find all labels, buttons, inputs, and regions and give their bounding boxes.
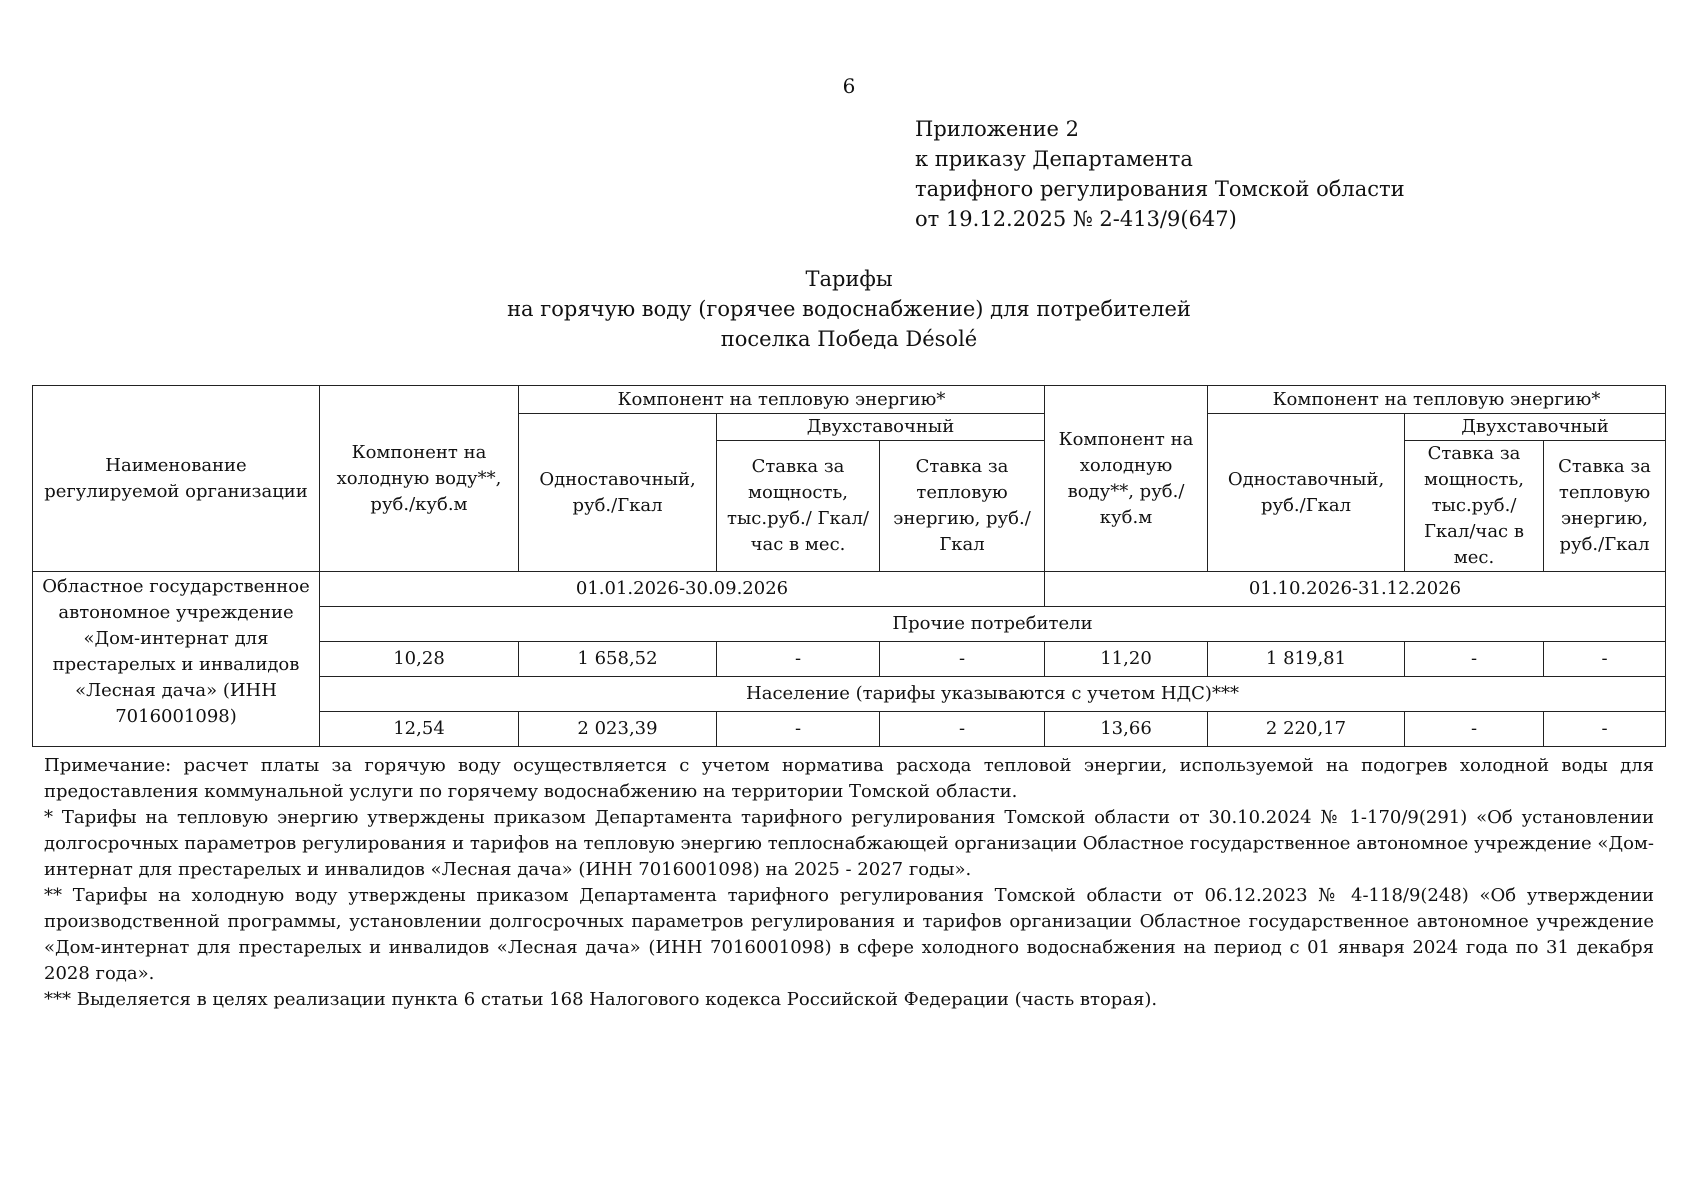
cell-energy-rate: - <box>1544 712 1666 747</box>
header-capacity-rate: Ставка за мощность, тыс.руб./ Гкал/час в мес. <box>717 441 880 572</box>
appendix-header <box>915 114 1405 234</box>
footnote-heat: * Тарифы на тепловую энергию утверждены приказом Департамента тарифного регулирования Томской области от 30.10.2024 № 1-170/9(291) «Об установлении долгосрочных параметров регулирования и тарифов на тепловую энергию теплоснабжающей организации Областное государственное автономное учреждение «Дом-интернат для престарелых и инвалидов «Лесная дача» (ИНН 7016001098) на 2025 - 2027 годы». <box>44 807 1654 880</box>
cell-capacity-rate: - <box>1405 642 1544 677</box>
cell-energy-rate: - <box>880 642 1045 677</box>
cell-single-rate: 2 220,17 <box>1208 712 1405 747</box>
cell-single-rate: 1 819,81 <box>1208 642 1405 677</box>
group-population: Население (тарифы указываются с учетом НДС)*** <box>320 677 1666 712</box>
header-energy-rate: Ставка за тепловую энергию, руб./Гкал <box>880 441 1045 572</box>
header-row <box>33 386 1666 414</box>
header-org-name: Наименование регулируемой организации <box>33 386 320 572</box>
appendix-line: к приказу Департамента <box>915 147 1193 171</box>
header-single-rate: Одноставочный, руб./Гкал <box>519 414 717 572</box>
header-energy-rate: Ставка за тепловую энергию, руб./Гкал <box>1544 441 1666 572</box>
appendix-line: от 19.12.2025 № 2-413/9(647) <box>915 207 1237 231</box>
footnote-cold-water: ** Тарифы на холодную воду утверждены приказом Департамента тарифного регулирования Томской области от 06.12.2023 № 4-118/9(248) «Об утверждении производственной программы, установлении долгосрочных параметров регулирования и тарифов организации Областное государственное автономное учреждение «Дом-интернат для престарелых и инвалидов «Лесная дача» (ИНН 7016001098) в сфере холодного водоснабжения на период с 01 января 2024 года по 31 декабря 2028 года». <box>44 885 1654 984</box>
title-line: Тарифы <box>805 267 893 291</box>
title-line: на горячую воду (горячее водоснабжение) для потребителей <box>507 297 1191 321</box>
header-single-rate: Одноставочный, руб./Гкал <box>1208 414 1405 572</box>
notes-section <box>44 753 1654 1013</box>
organization-name: Областное государственное автономное учреждение «Дом-интернат для престарелых и инвалидов «Лесная дача» (ИНН 7016001098) <box>33 572 320 747</box>
cell-capacity-rate: - <box>1405 712 1544 747</box>
header-heat-component: Компонент на тепловую энергию* <box>519 386 1045 414</box>
header-cold-water: Компонент на холодную воду**, руб./куб.м <box>320 386 519 572</box>
period-row <box>33 572 1666 607</box>
page-number: 6 <box>842 74 856 98</box>
tariff-table <box>32 385 1666 747</box>
header-cold-water: Компонент на холодную воду**, руб./куб.м <box>1045 386 1208 572</box>
cell-single-rate: 1 658,52 <box>519 642 717 677</box>
cell-cold-water: 10,28 <box>320 642 519 677</box>
cell-energy-rate: - <box>1544 642 1666 677</box>
cell-single-rate: 2 023,39 <box>519 712 717 747</box>
document-title <box>0 264 1698 354</box>
title-line: поселка Победа Désolé <box>720 327 978 351</box>
cell-capacity-rate: - <box>717 642 880 677</box>
cell-capacity-rate: - <box>717 712 880 747</box>
cell-cold-water: 13,66 <box>1045 712 1208 747</box>
appendix-line: тарифного регулирования Томской области <box>915 177 1405 201</box>
cell-cold-water: 11,20 <box>1045 642 1208 677</box>
cell-cold-water: 12,54 <box>320 712 519 747</box>
header-two-rate: Двухставочный <box>717 414 1045 441</box>
note-main: Примечание: расчет платы за горячую воду осуществляется с учетом норматива расхода тепловой энергии, используемой на подогрев холодной воды для предоставления коммунальной услуги по горячему водоснабжению на территории Томской области. <box>44 755 1654 802</box>
header-heat-component: Компонент на тепловую энергию* <box>1208 386 1666 414</box>
appendix-line: Приложение 2 <box>915 117 1079 141</box>
header-capacity-rate: Ставка за мощность, тыс.руб./ Гкал/час в мес. <box>1405 441 1544 572</box>
group-other-consumers: Прочие потребители <box>320 607 1666 642</box>
header-two-rate: Двухставочный <box>1405 414 1666 441</box>
period-cell: 01.01.2026-30.09.2026 <box>320 572 1045 607</box>
footnote-vat: *** Выделяется в целях реализации пункта 6 статьи 168 Налогового кодекса Российской Федерации (часть вторая). <box>44 989 1158 1010</box>
cell-energy-rate: - <box>880 712 1045 747</box>
period-cell: 01.10.2026-31.12.2026 <box>1045 572 1666 607</box>
